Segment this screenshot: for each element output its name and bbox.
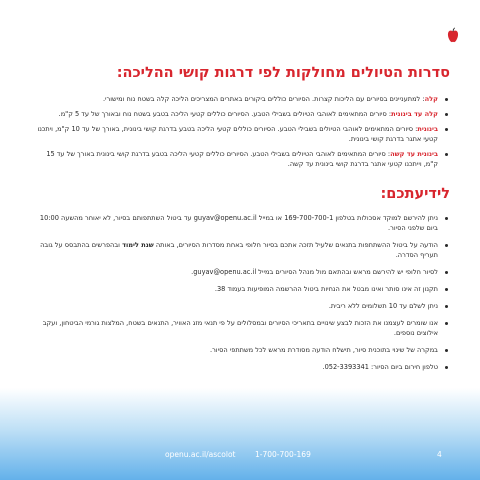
info-item-notice: במקרה של שינוי בתוכנית סיור, תישלח הודעה מסודרת מראש לכל משתתפי הסיור.	[30, 345, 450, 355]
info-item-payments: ניתן לשלם עד 10 תשלומים ללא ריבית.	[30, 301, 450, 311]
difficulty-item-moderate	[30, 124, 450, 144]
difficulty-term: קלה עד בינונית	[391, 110, 438, 118]
difficulty-item-easy-moderate	[30, 109, 450, 119]
difficulty-term: קלה	[424, 95, 438, 103]
info-text-part: הודעה על ביטול ההשתתפות בתנאים שלעיל תזכה אתכם בסיור חלופי באחת מסדרות הסיורים, באותה	[153, 241, 438, 249]
info-item-emergency-phone: טלפון חירום ביום הסיור: 052-3393341.	[30, 362, 450, 372]
difficulty-description: : סיורים המתאימים לאוהבי הטיולים בשבילי הטבע. הסיורים כוללים קטעי הליכה בטבע בדרגת קושי בינונית, באורך של עד 10 ק"מ, ויתכנו קטעי אתגר בדרגת קושי בינונית.	[37, 125, 438, 143]
apple-icon	[446, 27, 460, 43]
difficulty-section-title: סדרות הטיולים מחולקות לפי דרגות קושי ההליכה:	[116, 65, 450, 81]
info-item-terms: תקנון זה אינו סותר ואינו מבטל את הנחיות ביטול ההרשמה המופיעות בעמוד 38.	[30, 284, 450, 294]
footer-band	[0, 388, 480, 480]
page-content	[30, 62, 450, 379]
footer	[0, 450, 480, 462]
difficulty-description: : סיורים המתאימים לאוהבי הטיולים בשבילי הטבע. הסיורים כוללים קטעי הליכה בטבע בשטח נוח ובאורך של עד 5 ק"מ.	[58, 110, 392, 118]
info-item-alternate-tour: לסיור חלופי יש להירשם מראש ובהתאם מול מנהל הסיורים במייל guyav@openu.ac.il.	[30, 267, 450, 277]
difficulty-item-easy	[30, 94, 450, 104]
footer-phone: 1-700-700-169	[255, 450, 311, 459]
page-number: 4	[437, 450, 442, 459]
info-text-part: ובהפרשים בהתבסס על גובה תעריף הסדרה.	[40, 241, 438, 259]
difficulty-item-moderate-hard	[30, 149, 450, 169]
footer-website-link[interactable]: openu.ac.il/ascolot	[165, 450, 236, 459]
difficulty-term: בינונית עד קשה	[390, 150, 438, 158]
info-item-registration: ניתן להירשם למוקד אסכולות בטלפון 169-700-700-1 או במייל guyav@openu.ac.il עד ביטול השתתפותם בסיור, לא יאוחר מהשעה 10:00 ביום שלפני הסיור.	[30, 213, 450, 233]
difficulty-description: : סיורים המתאימים לאוהבי הטיולים בשבילי הטבע. הסיורים כוללים קטעי הליכה בטבע בדרגת קושי בינונית באורך של עד 15 ק"מ, וייתכנו קטעי אתגר בדרגת קושי בינונית עד קשה.	[46, 150, 438, 168]
difficulty-description: : למתעניינים בסיורים עם הליכות קצרות. הסיורים כוללים ביקורים באתרים המצריכים הליכה קלה בשטח נוח ומישורי.	[102, 95, 425, 103]
info-item-changes: אנו שומרים לעצמנו את הזכות לבצע שינויים בתאריכי הסיורים ובמסלולים על פי תנאי מזג האוויר, התנאים בשטח, המלצות גורמי הביטחון, ועקב אילוצים נוספים.	[30, 318, 450, 338]
difficulty-term: בינונית	[417, 125, 438, 133]
difficulty-levels-list	[30, 94, 450, 169]
info-item-cancellation	[30, 240, 450, 260]
info-bold-text: שנת לימוד	[122, 241, 154, 249]
info-section-title: לידיעתכם:	[380, 186, 450, 202]
info-list	[30, 213, 450, 372]
